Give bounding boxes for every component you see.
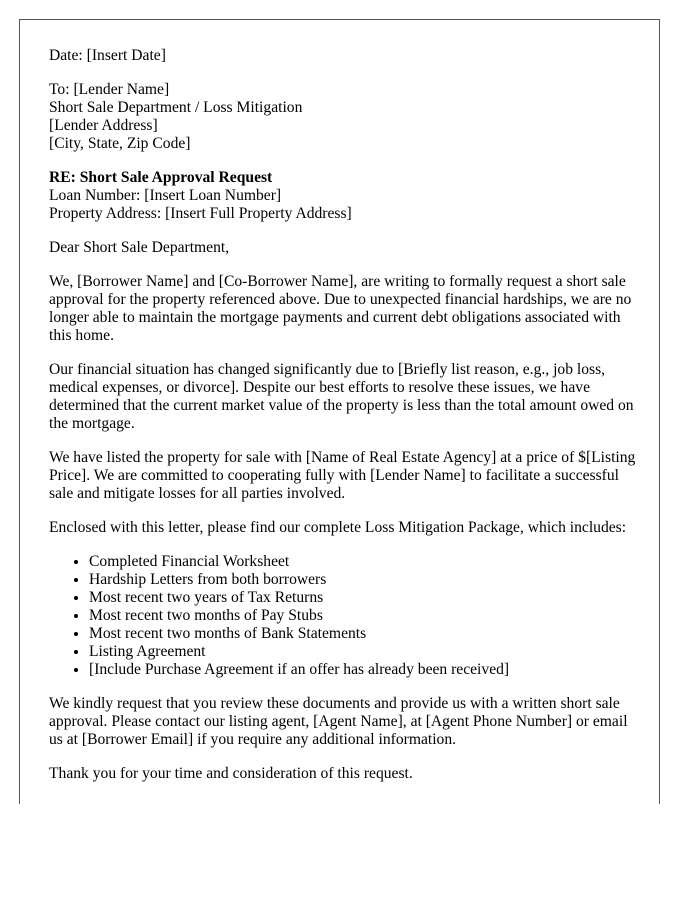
recipient-to-line: To: [Lender Name] bbox=[49, 81, 170, 98]
recipient-address: [Lender Address] bbox=[49, 117, 158, 134]
list-item: • Most recent two years of Tax Returns bbox=[89, 589, 645, 607]
list-item: • Most recent two months of Bank Statements bbox=[89, 625, 645, 643]
paragraph-listing: We have listed the property for sale with [Name of Real Estate Agency] at a price of $[Listing Price]. We are committed to cooperating fully with [Lender Name] to facilitate a successful sale and mitigate losses for all parties involved. bbox=[49, 449, 636, 502]
list-item: • Hardship Letters from both borrowers bbox=[89, 571, 645, 589]
letter-body bbox=[49, 47, 645, 799]
date-line: Date: [Insert Date] bbox=[49, 47, 166, 64]
paragraph-hardship: Our financial situation has changed significantly due to [Briefly list reason, e.g., job loss, medical expenses, or divorce]. Despite our best efforts to resolve these issues, we have determined that the current market value of the property is less than the total amount owed on the mortgage. bbox=[49, 361, 634, 432]
loan-number-line: Loan Number: [Insert Loan Number] bbox=[49, 187, 282, 204]
list-item: • Listing Agreement bbox=[89, 643, 645, 661]
list-item: • [Include Purchase Agreement if an offer has already been received] bbox=[89, 661, 645, 679]
paragraph-closing-thanks: Thank you for your time and consideration of this request. bbox=[49, 765, 413, 782]
paragraph-request: We, [Borrower Name] and [Co-Borrower Name], are writing to formally request a short sale approval for the property referenced above. Due to unexpected financial hardships, we are no longer able to maintain the mortgage payments and current debt obligations associated with this home. bbox=[49, 273, 632, 344]
list-item: • Most recent two months of Pay Stubs bbox=[89, 607, 645, 625]
subject-re-line: RE: Short Sale Approval Request bbox=[49, 169, 273, 186]
enclosures-list bbox=[49, 553, 645, 679]
recipient-city-line: [City, State, Zip Code] bbox=[49, 135, 191, 152]
paragraph-review-request: We kindly request that you review these documents and provide us with a written short sale approval. Please contact our listing agent, [Agent Name], at [Agent Phone Number] or email us at [Borrower Email] if you require any additional information. bbox=[49, 695, 628, 748]
recipient-block bbox=[49, 81, 645, 153]
paragraph-enclosures-intro: Enclosed with this letter, please find our complete Loss Mitigation Package, which includes: bbox=[49, 519, 627, 536]
salutation: Dear Short Sale Department, bbox=[49, 239, 230, 256]
recipient-department: Short Sale Department / Loss Mitigation bbox=[49, 99, 303, 116]
subject-block bbox=[49, 169, 645, 223]
property-address-line: Property Address: [Insert Full Property Address] bbox=[49, 205, 352, 222]
list-item: • Completed Financial Worksheet bbox=[89, 553, 645, 571]
